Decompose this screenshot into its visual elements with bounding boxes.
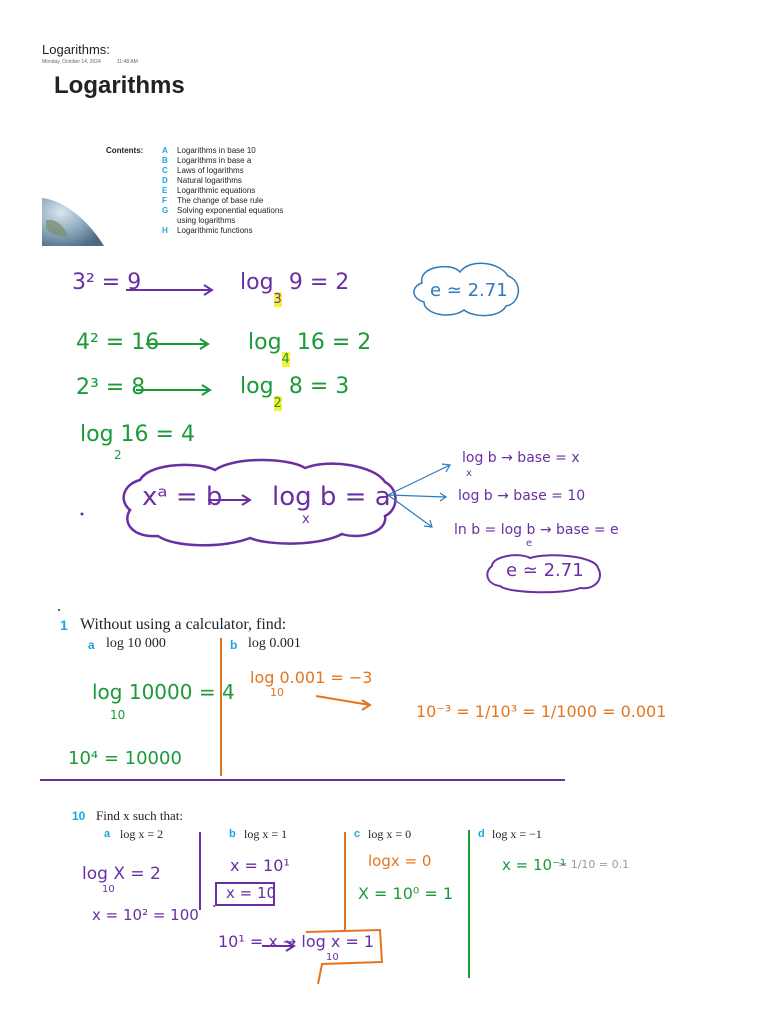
log-base: x	[302, 512, 310, 527]
part-expression: log x = 1	[244, 827, 288, 841]
equation-exponential: 2³ = 8	[76, 375, 146, 400]
work-step: x = 10¹	[230, 856, 290, 875]
ink-dot	[58, 609, 60, 611]
part-label: a	[104, 828, 111, 840]
log-base: 10	[326, 952, 339, 963]
page-time: 11:48 AM	[117, 59, 138, 65]
exercise-number: 1	[60, 617, 68, 633]
part-expression: log x = −1	[492, 827, 542, 841]
toc-item: A Logarithms in base 10	[162, 146, 256, 155]
part-expression: log x = 2	[120, 827, 164, 841]
part-expression: log x = 0	[368, 827, 412, 841]
log-base: e	[526, 538, 533, 549]
branch-note: ln b = log b → base = e	[454, 522, 619, 538]
work-step: x = 10⁻¹	[502, 856, 566, 874]
ink-dot	[81, 513, 84, 516]
work-step: log 0.001 = −3	[250, 668, 373, 687]
equation-log: $\log_4 16 = 2$	[248, 330, 372, 367]
ink-dot	[213, 905, 215, 907]
equation-exponential: 3² = 9	[72, 270, 142, 295]
work-step: 10¹ = x → log x = 1	[218, 932, 375, 951]
exercise-number: 10	[72, 809, 86, 823]
work-step: = 1/10 = 0.1	[558, 858, 630, 871]
toc-item: E Logarithmic equations	[162, 186, 256, 195]
work-step: log X = 2	[82, 864, 161, 884]
work-step: logx = 0	[368, 852, 432, 870]
e-approx-note: e ≃ 2.71	[430, 280, 508, 301]
exercise-prompt: Find x such that:	[96, 808, 184, 823]
work-step: X = 10⁰ = 1	[358, 884, 454, 903]
e-approx-note: e ≃ 2.71	[506, 560, 584, 581]
arrow	[316, 696, 370, 710]
part-expression: log 10 000	[106, 636, 166, 651]
toc-item: G Solving exponential equations	[162, 206, 284, 215]
equation-log: log 16 = 4	[80, 422, 195, 447]
boxed-answer: x = 10	[226, 884, 277, 902]
exercise-prompt: Without using a calculator, find:	[80, 616, 287, 633]
toc-item: C Laws of logarithms	[162, 166, 244, 175]
part-label: c	[354, 828, 361, 840]
toc-item: H Logarithmic functions	[162, 226, 253, 235]
part-label: a	[88, 638, 95, 652]
page-date: Monday, October 14, 2024	[42, 59, 101, 65]
equation-exponential: 4² = 16	[76, 330, 160, 355]
branch-arrows	[388, 464, 450, 527]
page-title: Logarithms:	[42, 42, 110, 57]
log-base: 10	[102, 884, 115, 895]
equation-log: $\log_3 9 = 2$	[240, 270, 350, 307]
log-base: 10	[110, 708, 126, 722]
work-step: x = 10² = 100	[92, 906, 199, 924]
part-expression: log 0.001	[248, 636, 301, 651]
contents-label: Contents:	[106, 146, 144, 155]
part-label: b	[229, 828, 236, 840]
definition-log: log b = a	[272, 482, 391, 512]
equation-log: $\log_2 8 = 3$	[240, 374, 350, 411]
work-step: 10⁻³ = 1/10³ = 1/1000 = 0.001	[416, 702, 667, 721]
log-base: 2	[114, 448, 122, 462]
toc-item: D Natural logarithms	[162, 176, 242, 185]
log-base: 10	[270, 686, 284, 699]
branch-note: log b → base = x	[462, 450, 580, 466]
toc-item: F The change of base rule	[162, 196, 264, 205]
part-label: d	[478, 828, 485, 840]
work-step: 10⁴ = 10000	[68, 748, 182, 769]
definition-exponential: xᵃ = b	[142, 482, 223, 512]
log-base: x	[466, 468, 472, 479]
part-label: b	[230, 638, 238, 652]
branch-note: log b → base = 10	[458, 488, 586, 504]
page-heading: Logarithms	[54, 72, 185, 99]
toc-item: B Logarithms in base a	[162, 156, 252, 165]
toc-item: using logarithms	[177, 216, 236, 225]
work-step: log 10000 = 4	[92, 680, 235, 704]
